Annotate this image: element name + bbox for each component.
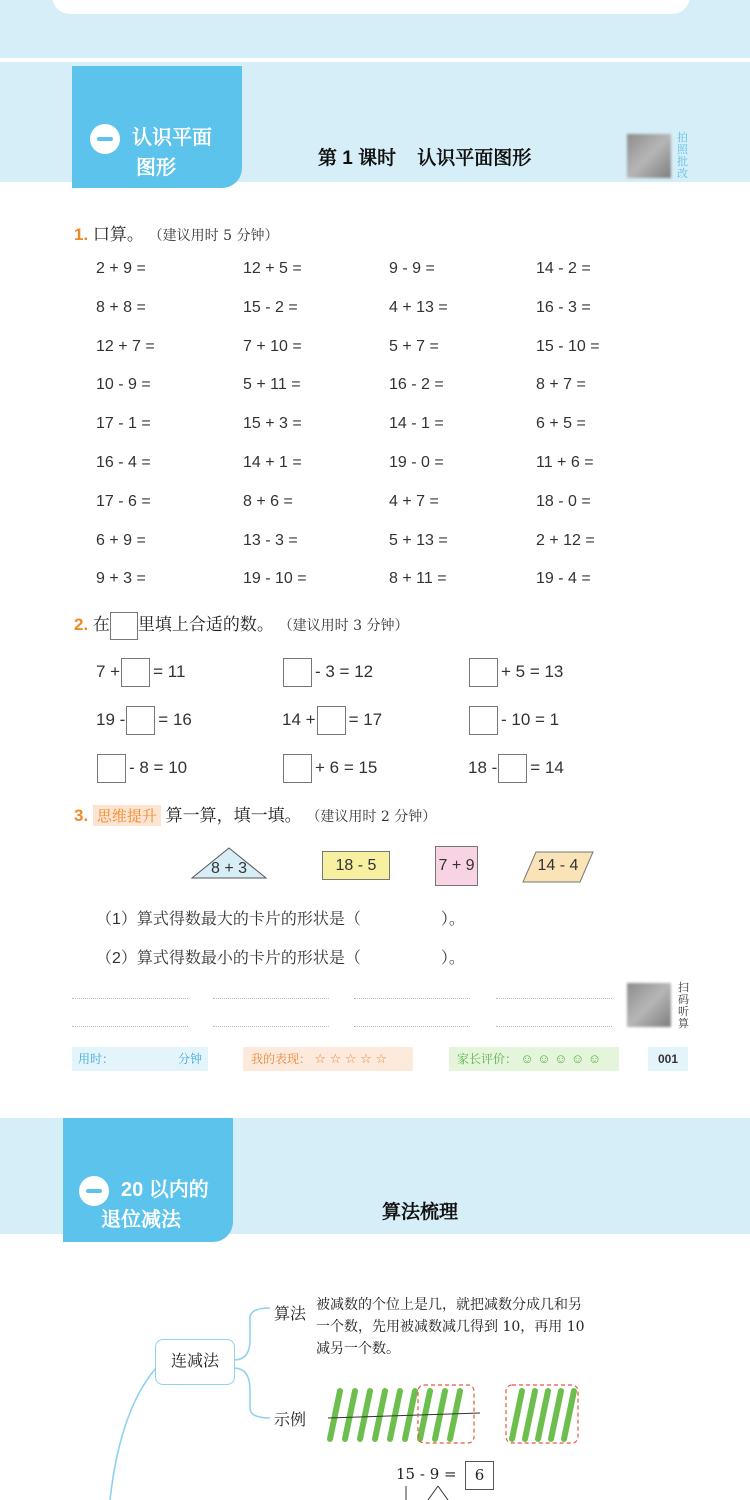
oral-calc-item: 12 + 7 = [96, 337, 155, 355]
algo-text-line2: 一个数，先用被减数减几得到 10，再用 10 [316, 1319, 585, 1335]
equation-prefix: 7 + [96, 662, 121, 681]
oral-calc-item: 17 - 6 = [96, 492, 151, 510]
counting-stick [564, 1391, 574, 1439]
counting-stick [450, 1391, 460, 1439]
parent-field [449, 1047, 619, 1071]
answer-box[interactable] [469, 706, 498, 735]
writing-line [354, 998, 470, 999]
time-label: 用时： [78, 1052, 115, 1066]
unit-tab-line2: 图形 [136, 157, 176, 179]
answer-box[interactable] [97, 754, 126, 783]
unit2-tab [63, 1118, 233, 1242]
split-lines [400, 1484, 460, 1500]
oral-calc-item: 2 + 9 = [96, 260, 146, 277]
oral-calc-item: 15 - 10 = [536, 337, 600, 355]
writing-line [213, 998, 329, 999]
fill-box-equation [282, 705, 382, 735]
writing-line [213, 1026, 329, 1027]
oral-calc-item: 6 + 9 = [96, 531, 146, 549]
photo-correct-qr-icon[interactable] [627, 134, 671, 178]
answer-box[interactable] [498, 754, 527, 783]
oral-calc-item: 19 - 10 = [243, 570, 307, 588]
writing-line [72, 1026, 188, 1027]
performance-stars: ☆ ☆ ☆ ☆ ☆ [314, 1051, 388, 1066]
answer-box[interactable] [121, 658, 150, 687]
equation-suffix: = 17 [348, 710, 383, 729]
oral-calc-item: 9 - 9 = [389, 260, 435, 277]
counting-stick [525, 1391, 535, 1439]
example-label: 示例 [274, 1412, 307, 1429]
oral-calc-item: 4 + 7 = [389, 492, 439, 510]
oral-calc-item: 14 - 2 = [536, 260, 591, 277]
counting-stick [435, 1391, 445, 1439]
fill-box-equation [468, 753, 564, 783]
unit2-tab-line1: 20 以内的 [121, 1179, 209, 1201]
algo-text-line1: 被减数的个位上是几，就把减数分成几和另 [316, 1297, 582, 1313]
fill-box-equation [468, 657, 563, 687]
q1-hint: （建议用时 5 分钟） [148, 228, 279, 244]
oral-calc-item: 8 + 6 = [243, 492, 293, 510]
q1-header [74, 220, 278, 245]
oral-calc-item: 16 - 3 = [536, 298, 591, 316]
q2-hint: （建议用时 3 分钟） [278, 618, 409, 634]
oral-calc-item: 19 - 4 = [536, 570, 591, 588]
oral-calc-item: 5 + 13 = [389, 531, 448, 549]
q1-number: 1. [74, 225, 89, 244]
oral-calc-item: 19 - 0 = [389, 454, 444, 471]
example-answer-box: 6 [465, 1461, 494, 1490]
oral-calc-item: 18 - 0 = [536, 492, 591, 510]
oral-calc-item: 5 + 7 = [389, 337, 439, 355]
unit2-tab-line2: 退位减法 [101, 1209, 181, 1231]
writing-line [496, 998, 612, 999]
parallelogram-card-label: 14 - 4 [537, 857, 579, 874]
counting-stick [551, 1391, 561, 1439]
counting-stick [345, 1391, 355, 1439]
counting-stick [375, 1391, 385, 1439]
equation-suffix: + 6 = 15 [315, 758, 378, 777]
oral-calc-item: 11 + 6 = [536, 454, 594, 471]
equation-prefix: 19 - [96, 710, 126, 729]
oral-calc-item: 16 - 2 = [389, 376, 444, 394]
q1-title: 口算。 [92, 225, 144, 244]
fill-box-equation [96, 753, 187, 783]
equation-suffix: = 14 [530, 758, 564, 777]
oral-calc-item: 8 + 8 = [96, 298, 146, 316]
oral-calc-item: 10 - 9 = [96, 376, 151, 394]
method-node: 连减法 [155, 1339, 235, 1385]
equation-suffix: = 11 [153, 662, 186, 681]
writing-line [354, 1026, 470, 1027]
oral-calc-item: 12 + 5 = [243, 260, 302, 277]
counting-stick [360, 1391, 370, 1439]
example-equation: 15 - 9 = [396, 1465, 457, 1483]
unit2-number-icon [79, 1176, 109, 1206]
q3-hint: （建议用时 2 分钟） [306, 809, 437, 825]
unit-number-icon [90, 124, 120, 154]
writing-line [72, 998, 188, 999]
oral-calc-item: 5 + 11 = [243, 376, 301, 394]
q3-number: 3. [74, 806, 89, 825]
writing-line [496, 1026, 612, 1027]
counting-stick [330, 1391, 340, 1439]
q2-number: 2. [74, 615, 89, 634]
answer-box[interactable] [317, 706, 346, 735]
equation-suffix: - 10 = 1 [501, 710, 560, 729]
oral-calc-item: 15 + 3 = [243, 415, 302, 433]
scan-listen-label: 扫码听算 [678, 982, 689, 1030]
oral-calc-item: 7 + 10 = [243, 337, 302, 355]
oral-calc-item: 8 + 11 = [389, 570, 447, 588]
oral-calc-item: 13 - 3 = [243, 531, 298, 549]
answer-box[interactable] [283, 754, 312, 783]
oral-calc-item: 17 - 1 = [96, 415, 151, 433]
time-unit: 分钟 [177, 1052, 202, 1066]
unit-tab [72, 66, 242, 188]
square-card: 7 + 9 [435, 846, 478, 886]
equation-suffix: - 3 = 12 [315, 662, 374, 681]
q2-title-b: 里填上合适的数。 [137, 615, 274, 634]
lesson-title: 第 1 课时 认识平面图形 [318, 148, 532, 169]
counting-stick [538, 1391, 548, 1439]
band-separator [0, 58, 750, 62]
parent-label: 家长评价： [457, 1052, 518, 1066]
answer-box[interactable] [126, 706, 155, 735]
oral-calc-item: 14 - 1 = [389, 415, 444, 433]
algo-text-line3: 减另一个数。 [316, 1341, 400, 1357]
q3-tag: 思维提升 [93, 805, 161, 826]
triangle-card-label: 8 + 3 [210, 860, 248, 877]
algo-label: 算法 [274, 1306, 307, 1323]
oral-calc-item: 15 - 2 = [243, 298, 298, 316]
page-number: 001 [648, 1047, 688, 1071]
photo-correct-label: 拍照批改 [677, 132, 688, 180]
answer-box[interactable] [469, 658, 498, 687]
oral-calc-item: 8 + 7 = [536, 376, 586, 394]
parent-faces: ☺ ☺ ☺ ☺ ☺ [520, 1051, 602, 1066]
oral-calc-item: 14 + 1 = [243, 454, 302, 471]
performance-field [243, 1047, 413, 1071]
scan-listen-qr-icon[interactable] [627, 983, 671, 1027]
equation-suffix: + 5 = 13 [501, 662, 564, 681]
answer-box[interactable] [283, 658, 312, 687]
performance-label: 我的表现： [251, 1052, 312, 1066]
counting-stick [390, 1391, 400, 1439]
q3-title: 算一算，填一填。 [165, 806, 302, 825]
equation-prefix: 14 + [282, 710, 316, 729]
fill-box-equation [282, 753, 377, 783]
unit-tab-line1: 认识平面 [132, 127, 212, 149]
fill-box-equation [96, 657, 185, 687]
previous-page-card [52, 0, 690, 14]
q2-title-a: 在 [92, 615, 110, 634]
counting-stick [512, 1391, 522, 1439]
equation-suffix: - 8 = 10 [129, 758, 188, 777]
mindmap-branches [100, 1290, 300, 1500]
equation-suffix: = 16 [158, 710, 192, 729]
counting-sticks-illustration [320, 1383, 590, 1449]
oral-calc-item: 2 + 12 = [536, 531, 595, 549]
section2-title: 算法梳理 [382, 1202, 459, 1223]
time-field [72, 1047, 208, 1071]
answer-box [110, 612, 138, 640]
q3-sub1: （1）算式得数最大的卡片的形状是（ ）。 [96, 911, 465, 928]
oral-calc-item: 4 + 13 = [389, 298, 448, 316]
oral-calc-item: 16 - 4 = [96, 454, 151, 471]
fill-box-equation [468, 705, 559, 735]
fill-box-equation [282, 657, 373, 687]
equation-prefix: 18 - [468, 758, 498, 777]
oral-calc-item: 9 + 3 = [96, 570, 146, 588]
q3-header [74, 801, 436, 826]
q3-sub2: （2）算式得数最小的卡片的形状是（ ）。 [96, 950, 465, 967]
fill-box-equation [96, 705, 192, 735]
oral-calc-item: 6 + 5 = [536, 415, 586, 433]
rectangle-card: 18 - 5 [322, 851, 390, 880]
page-gap [0, 1098, 750, 1118]
q2-header [74, 611, 408, 640]
